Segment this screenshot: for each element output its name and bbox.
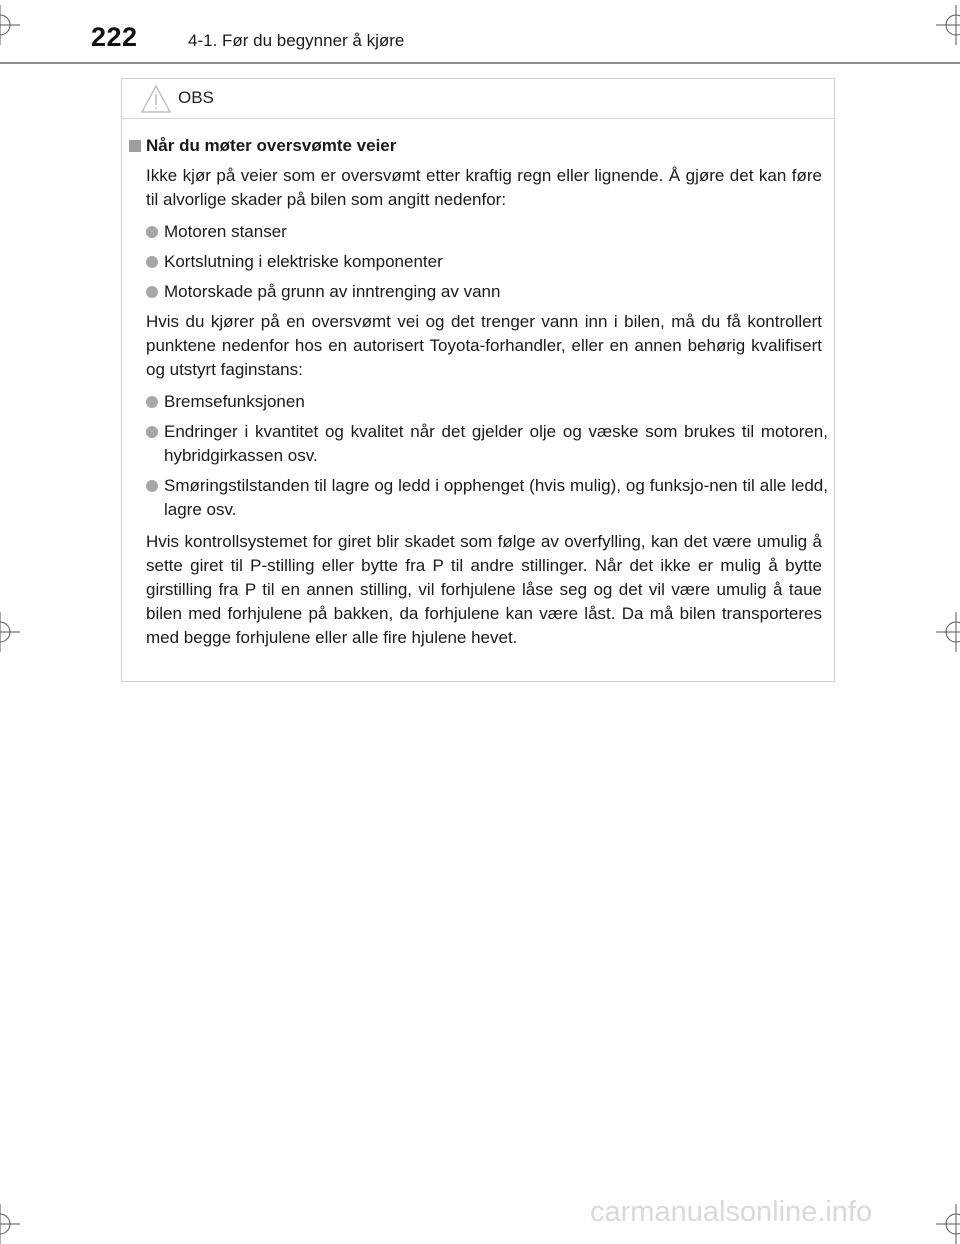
list-item	[146, 250, 828, 274]
list-item-text: Bremsefunksjonen	[164, 392, 305, 411]
watermark: carmanualsonline.info	[590, 1196, 873, 1228]
bullet-icon	[146, 256, 158, 268]
subheading-text: Når du møter oversvømte veier	[146, 136, 397, 155]
notice-box	[121, 78, 835, 682]
bullet-icon	[146, 286, 158, 298]
check-intro-paragraph: Hvis du kjører på en oversvømt vei og det trenger vann inn i bilen, må du få kontrollert punktene nedenfor hos en autorisert Toyota-forhandler, eller en annen behørig kvalifisert og utstyrt faginstans:	[146, 312, 822, 379]
header-rule	[0, 62, 960, 64]
list-item	[146, 390, 828, 414]
list-item-text: Motoren stanser	[164, 222, 287, 241]
list-item	[146, 220, 828, 244]
bullet-icon	[146, 396, 158, 408]
list-item	[146, 280, 828, 304]
registration-mark-mid-left	[0, 612, 20, 652]
notice-label: OBS	[178, 88, 214, 107]
notice-header	[122, 79, 834, 119]
list-item	[146, 420, 828, 468]
list-item-text: Motorskade på grunn av inntrenging av vann	[164, 282, 501, 301]
closing-paragraph: Hvis kontrollsystemet for giret blir skadet som følge av overfylling, kan det være umulig å sette giret til P-stilling eller bytte fra P til andre stillinger. Når det ikke er mulig å bytte girstilling fra P til en annen stilling, vil forhjulene låse seg og det vil være umulig å taue bilen med forhjulene på bakken, da forhjulene kan være låst. Da må bilen transporteres med begge forhjulene eller alle fire hjulene hevet.	[146, 532, 822, 647]
registration-mark-bottom-right	[936, 1204, 960, 1244]
page-header	[0, 0, 960, 66]
square-marker-icon	[129, 140, 141, 152]
section-title: 4-1. Før du begynner å kjøre	[188, 31, 405, 50]
registration-mark-mid-right	[936, 612, 960, 652]
list-item-text: Endringer i kvantitet og kvalitet når det gjelder olje og væske som brukes til motoren, hybridgirkassen osv.	[164, 422, 828, 465]
page-number: 222	[91, 22, 138, 52]
warning-triangle-icon	[140, 84, 172, 119]
bullet-icon	[146, 480, 158, 492]
bullet-icon	[146, 226, 158, 238]
bullet-icon	[146, 426, 158, 438]
notice-content	[122, 134, 834, 650]
list-item	[146, 474, 828, 522]
intro-paragraph: Ikke kjør på veier som er oversvømt etter kraftig regn eller lignende. Å gjøre det kan føre til alvorlige skader på bilen som angitt nedenfor:	[146, 166, 822, 209]
list-item-text: Smøringstilstanden til lagre og ledd i opphenget (hvis mulig), og funksjo-nen til alle ledd, lagre osv.	[164, 476, 828, 519]
notice-subheading	[122, 134, 834, 158]
list-item-text: Kortslutning i elektriske komponenter	[164, 252, 443, 271]
registration-mark-bottom-left	[0, 1204, 20, 1244]
